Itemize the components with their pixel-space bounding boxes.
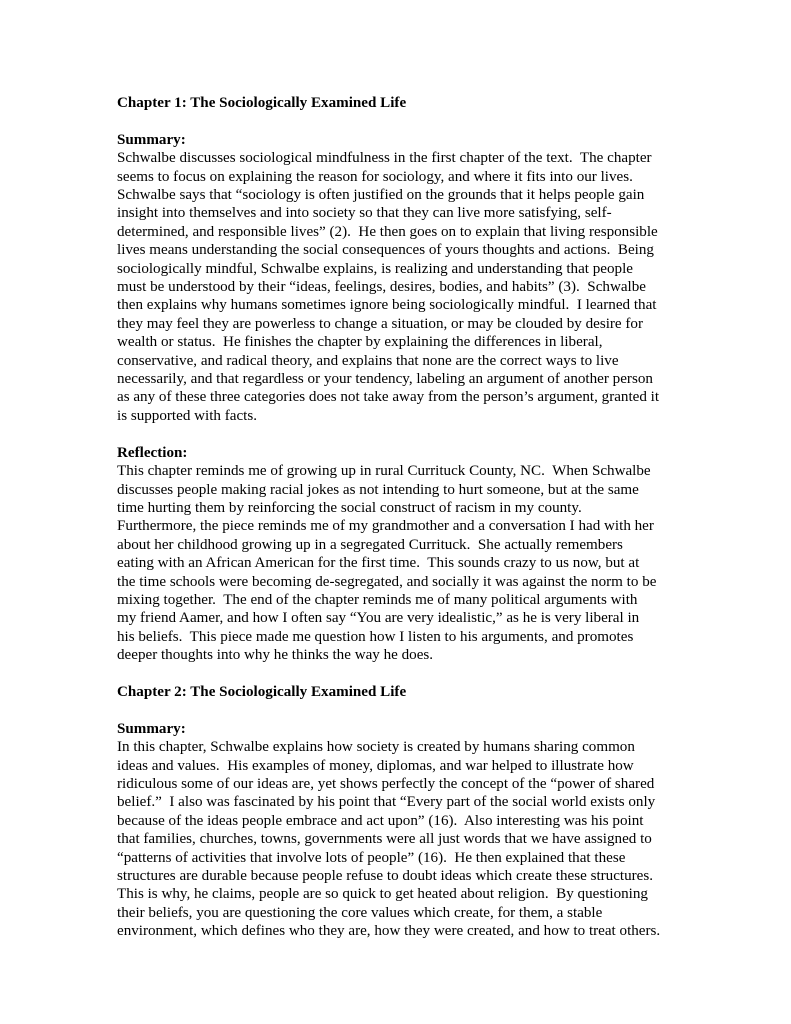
text-line: structures are durable because people refuse to doubt ideas which create these structures. bbox=[117, 868, 654, 884]
text-line: belief.” I also was fascinated by his point that “Every part of the social world exists only bbox=[117, 794, 656, 811]
text-line: discusses people making racial jokes as not intending to hurt someone, but at the same bbox=[117, 481, 639, 498]
text-line: insight into themselves and into society so that they can live more satisfying, self- bbox=[117, 205, 612, 222]
text-line: determined, and responsible lives” (2). He then goes on to explain that living responsible bbox=[117, 223, 658, 240]
text-line: ridiculous some of our ideas are, yet shows perfectly the concept of the “power of shared bbox=[117, 775, 655, 792]
text-line: This is why, he claims, people are so quick to get heated about religion. By questioning bbox=[117, 886, 648, 903]
spacer bbox=[117, 112, 683, 130]
text-line: my friend Aamer, and how I often say “You are very idealistic,” as he is very liberal in bbox=[117, 610, 640, 627]
text-line: seems to focus on explaining the reason for sociology, and where it fits into our lives. bbox=[117, 168, 633, 185]
text-line: must be understood by their “ideas, feelings, desires, bodies, and habits” (3). Schwalbe bbox=[117, 279, 646, 296]
text-line: as any of these three categories does not take away from the person’s argument, granted it bbox=[117, 389, 660, 406]
spacer bbox=[117, 425, 683, 443]
chapter-2-summary-heading: Summary: bbox=[117, 720, 186, 737]
text-line: his beliefs. This piece made me question how I listen to his arguments, and promotes bbox=[117, 628, 634, 645]
text-line: that families, churches, towns, governments were all just words that we have assigned to bbox=[117, 831, 652, 848]
text-line: deeper thoughts into why he thinks the way he does. bbox=[117, 647, 434, 664]
text-line: they may feel they are powerless to change a situation, or may be clouded by desire for bbox=[117, 315, 643, 332]
text-line: is supported with facts. bbox=[117, 407, 258, 424]
text-line: Schwalbe discusses sociological mindfulness in the first chapter of the text. The chapter bbox=[117, 150, 652, 167]
chapter-1-title: Chapter 1: The Sociologically Examined Life bbox=[117, 95, 407, 111]
text-line: lives means understanding the social consequences of yours thoughts and actions. Being bbox=[117, 242, 654, 259]
text-line: “patterns of activities that involve lots of people” (16). He then explained that these bbox=[117, 849, 626, 866]
text-line: the time schools were becoming de-segregated, and socially it was against the norm to be bbox=[117, 573, 657, 590]
text-line: sociologically mindful, Schwalbe explains, is realizing and understanding that people bbox=[117, 260, 633, 277]
text-line: Furthermore, the piece reminds me of my grandmother and a conversation I had with her bbox=[117, 518, 654, 535]
chapter-1-summary-paragraph bbox=[117, 149, 683, 425]
chapter-1-reflection-paragraph bbox=[117, 462, 683, 664]
spacer bbox=[117, 701, 683, 719]
text-line: then explains why humans sometimes ignore being sociologically mindful. I learned that bbox=[117, 297, 657, 314]
chapter-1-summary-heading: Summary: bbox=[117, 131, 186, 148]
chapter-2-summary-paragraph bbox=[117, 738, 683, 940]
text-line: ideas and values. His examples of money, diplomas, and war helped to illustrate how bbox=[117, 757, 634, 774]
text-line: eating with an African American for the first time. This sounds crazy to us now, but at bbox=[117, 555, 640, 572]
text-line: environment, which defines who they are, how they were created, and how to treat others. bbox=[117, 923, 661, 940]
text-line: wealth or status. He finishes the chapter by explaining the differences in liberal, bbox=[117, 334, 603, 351]
text-line: In this chapter, Schwalbe explains how society is created by humans sharing common bbox=[117, 739, 635, 756]
chapter-1-reflection-heading: Reflection: bbox=[117, 444, 188, 461]
chapter-2-title: Chapter 2: The Sociologically Examined Life bbox=[117, 683, 407, 700]
text-line: mixing together. The end of the chapter reminds me of many political arguments with bbox=[117, 591, 638, 608]
text-line: their beliefs, you are questioning the core values which create, for them, a stable bbox=[117, 904, 603, 921]
document-page bbox=[117, 94, 683, 941]
spacer bbox=[117, 665, 683, 683]
text-line: Schwalbe says that “sociology is often justified on the grounds that it helps people gain bbox=[117, 187, 645, 204]
text-line: about her childhood growing up in a segregated Currituck. She actually remembers bbox=[117, 536, 623, 553]
text-line: because of the ideas people embrace and act upon” (16). Also interesting was his point bbox=[117, 812, 644, 829]
text-line: This chapter reminds me of growing up in rural Currituck County, NC. When Schwalbe bbox=[117, 463, 651, 480]
text-line: necessarily, and that regardless or your tendency, labeling an argument of another person bbox=[117, 371, 653, 388]
text-line: conservative, and radical theory, and explains that none are the correct ways to live bbox=[117, 352, 619, 369]
text-line: time hurting them by reinforcing the social construct of racism in my county. bbox=[117, 499, 582, 516]
